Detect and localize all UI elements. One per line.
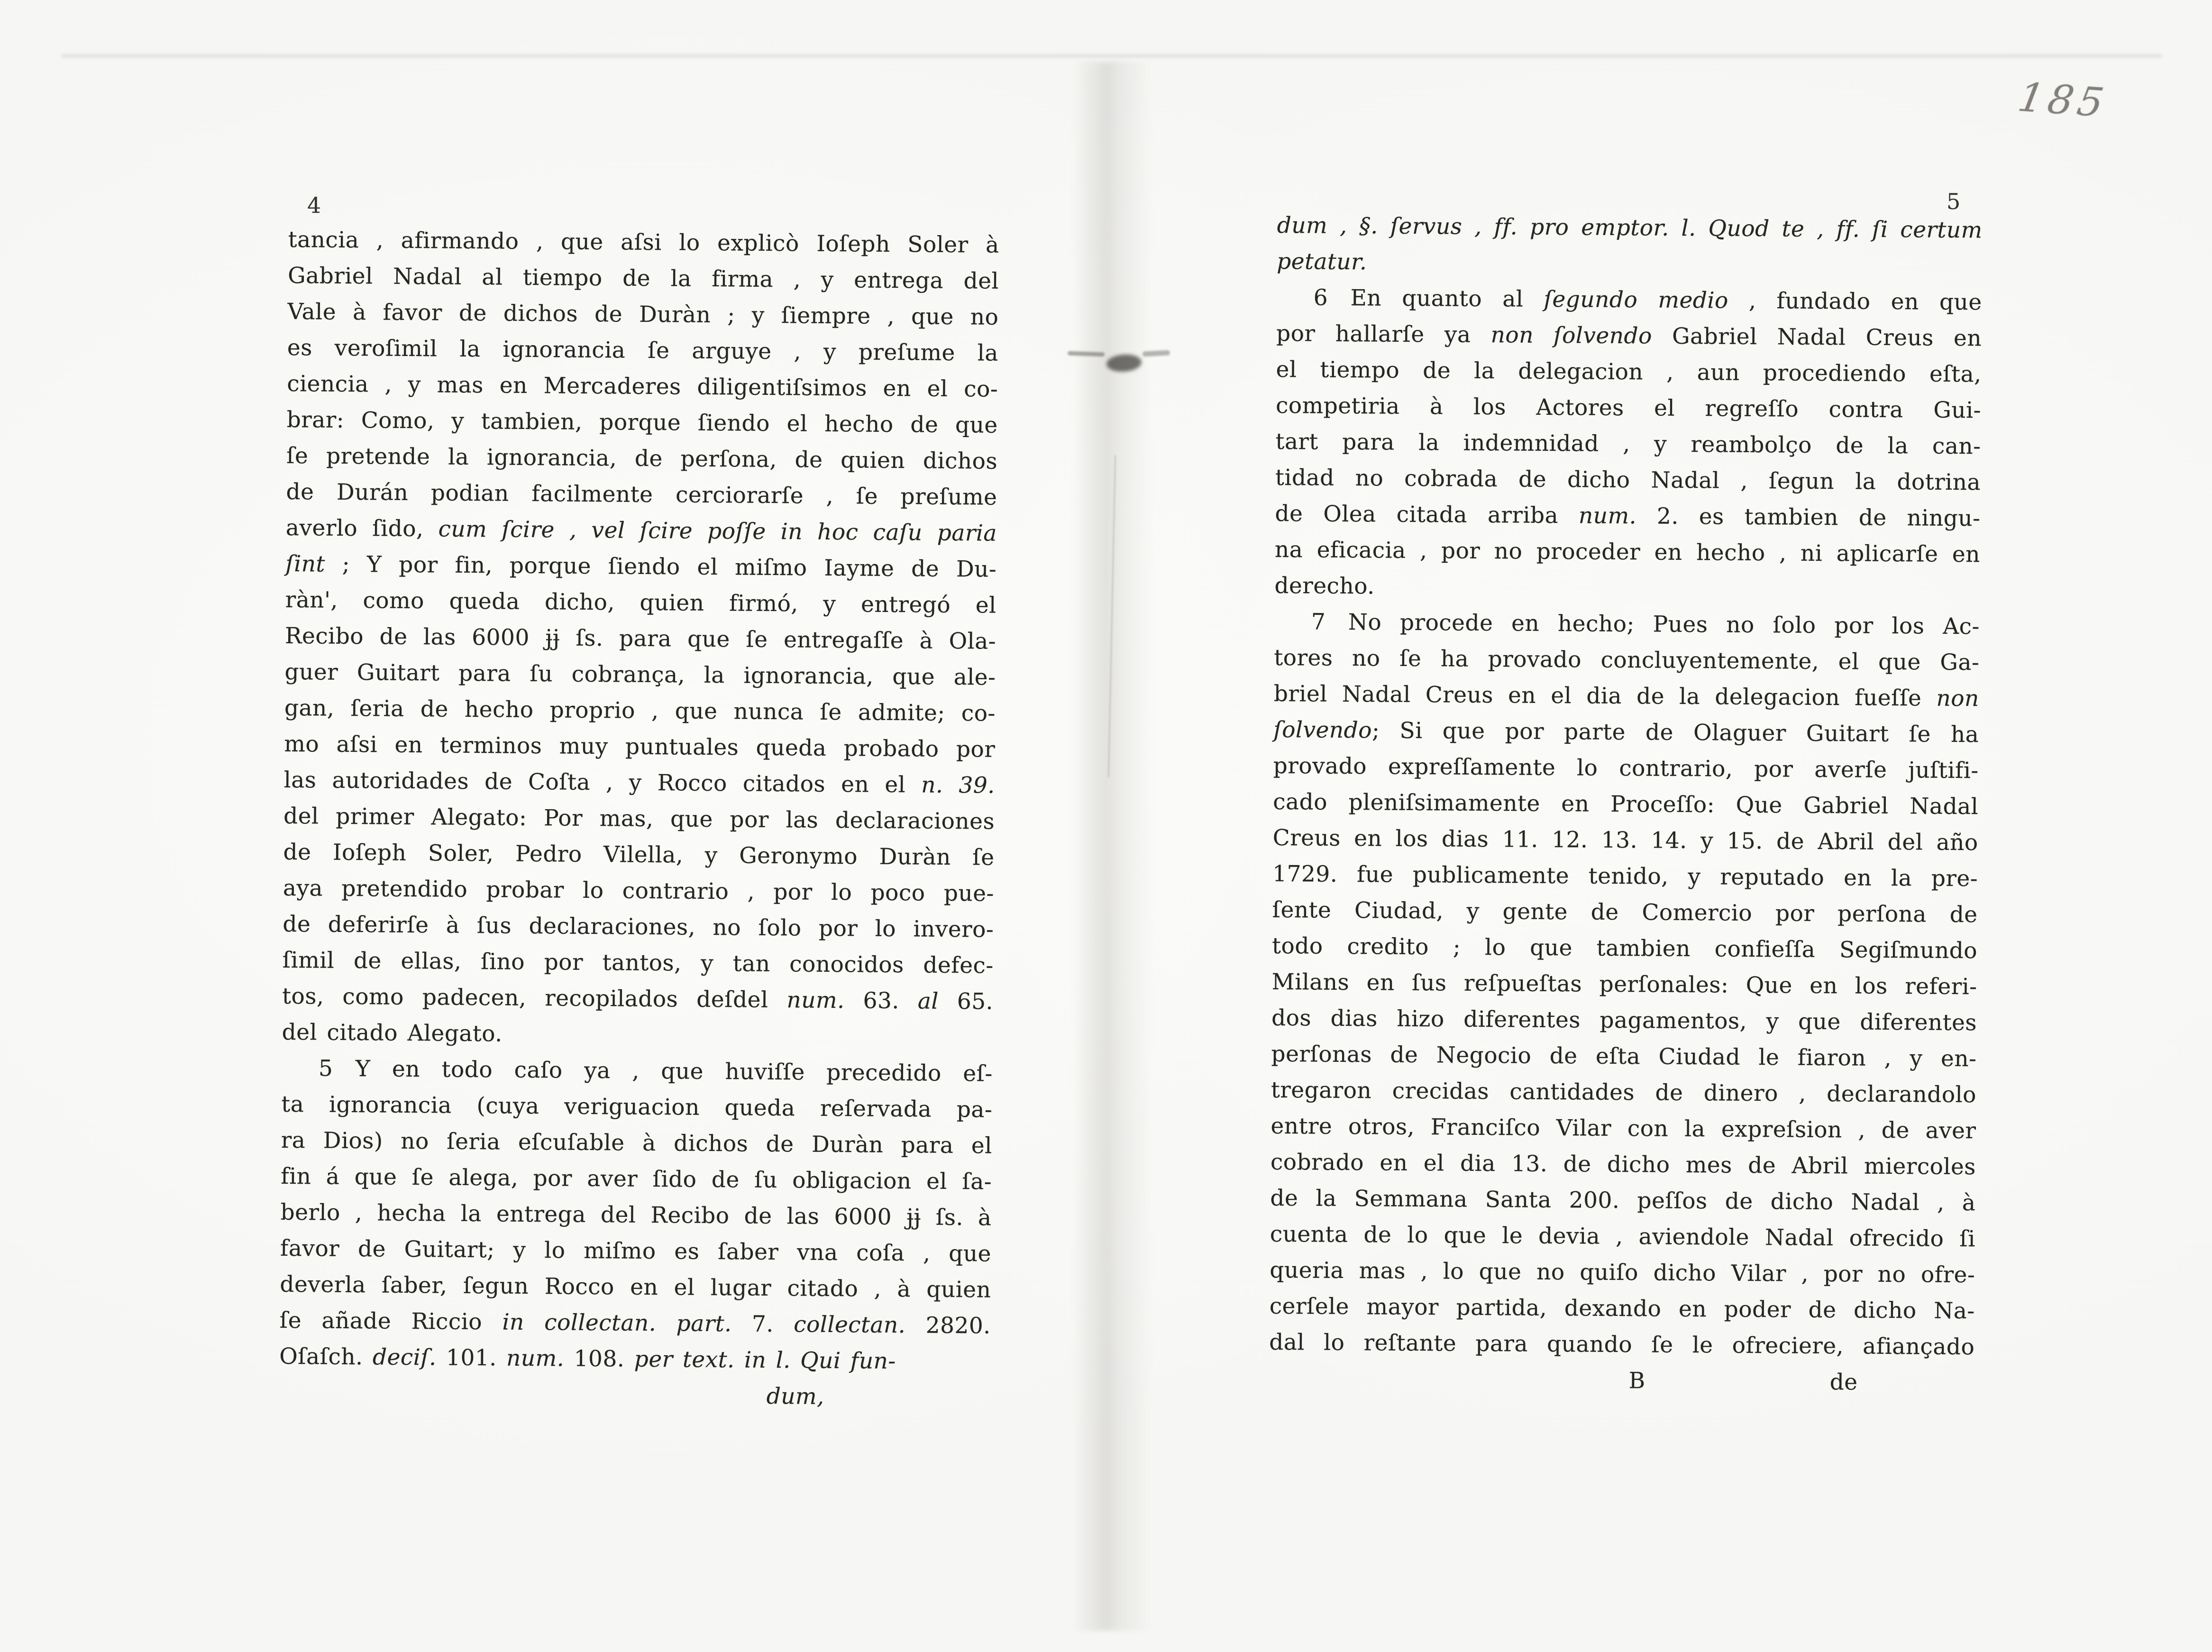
text-run: 7. bbox=[731, 1311, 794, 1338]
text-line bbox=[280, 1267, 991, 1308]
text-line bbox=[286, 402, 998, 444]
text-run: ta ignorancia (cuya veriguacion queda reſervada pa- bbox=[281, 1091, 993, 1123]
text-line bbox=[1272, 928, 1977, 969]
text-run: cuenta de lo que le devia , aviendole Nadal ofrecido ſi bbox=[1270, 1221, 1976, 1252]
text-run: , fundado en que bbox=[1728, 287, 1982, 316]
text-run: dum , §. ſervus , ff. pro emptor. l. Quod te , ff. ſi certum bbox=[1277, 212, 1983, 244]
text-run: cum ſcire , vel ſcire poſſe in hoc caſu paria bbox=[438, 516, 997, 547]
text-run: de bbox=[1829, 1369, 1858, 1396]
handwritten-folio-number: 185 bbox=[2014, 73, 2111, 127]
text-line bbox=[282, 1050, 993, 1092]
page-right-text-block bbox=[1269, 208, 1982, 1401]
text-line bbox=[1274, 568, 1980, 609]
text-run: todo credito ; lo que tambien confieſſa Segiſmundo bbox=[1271, 932, 1978, 964]
text-line bbox=[1273, 712, 1979, 753]
text-run: non bbox=[1936, 685, 1979, 712]
text-run: ſe pretende la ignorancia, de perſona, de quien dichos bbox=[286, 442, 998, 475]
text-run: petatur. bbox=[1277, 248, 1367, 275]
text-run: tos, como padecen, recopilados deſdel bbox=[282, 983, 787, 1013]
text-line bbox=[287, 294, 999, 336]
text-run: non ſolvendo bbox=[1490, 322, 1653, 349]
text-run: na eficacia , por no proceder en hecho , ni aplicarſe en bbox=[1274, 536, 1981, 568]
text-run: ra Dios) no ſeria eſcuſable à dichos de Duràn para el bbox=[281, 1127, 992, 1159]
text-run: por hallarſe ya bbox=[1276, 320, 1491, 348]
text-line bbox=[1277, 244, 1982, 284]
text-line bbox=[284, 726, 996, 768]
text-run: aya pretendido probar lo contrario , por lo poco pue- bbox=[283, 875, 995, 907]
text-line bbox=[288, 222, 999, 264]
text-line bbox=[1271, 1036, 1976, 1077]
text-run: tores no ſe ha provado concluyentemente, el que Ga- bbox=[1274, 644, 1980, 676]
text-line bbox=[1272, 892, 1977, 933]
text-line bbox=[282, 978, 994, 1020]
text-line bbox=[285, 618, 996, 660]
text-run: dos dias hizo diferentes pagamentos, y que diferentes bbox=[1271, 1004, 1977, 1036]
text-line bbox=[1270, 1252, 1975, 1293]
text-run: ſint bbox=[285, 550, 326, 577]
text-run: derecho. bbox=[1274, 572, 1375, 600]
text-run: collectan. bbox=[794, 1311, 906, 1339]
text-line bbox=[1270, 1216, 1975, 1257]
text-run: num. bbox=[1578, 502, 1637, 529]
text-run: 6 En quanto al bbox=[1313, 284, 1544, 312]
text-run: tancia , afirmando , que aſsi lo explicò Ioſeph Soler à bbox=[288, 226, 999, 258]
text-run: ſente Ciudad, y gente de Comercio por perſona de bbox=[1272, 896, 1978, 928]
text-line bbox=[284, 690, 996, 732]
text-run: tregaron crecidas cantidades de dinero , declarandolo bbox=[1271, 1077, 1977, 1108]
text-line bbox=[286, 510, 997, 552]
text-line bbox=[283, 834, 995, 876]
scan-crease-line bbox=[62, 54, 2162, 58]
text-run: 108. bbox=[564, 1345, 634, 1372]
text-line bbox=[1271, 1000, 1977, 1041]
text-line bbox=[1274, 640, 1979, 681]
text-run: de Durán podian facilmente cerciorarſe , ſe preſume bbox=[286, 478, 997, 511]
text-run: gan, ſeria de hecho proprio , que nunca ſe admite; co- bbox=[284, 694, 996, 727]
binding-smudge bbox=[1143, 350, 1170, 356]
text-run: in collectan. part. bbox=[502, 1309, 732, 1337]
text-run: 63. bbox=[844, 987, 918, 1014]
text-line bbox=[1276, 352, 1981, 392]
text-run: Vale à favor de dichos de Duràn ; y ſiempre , que no bbox=[287, 298, 999, 330]
text-run: dal lo reſtante para quando ſe le ofreciere, afiançado bbox=[1269, 1329, 1975, 1360]
text-line bbox=[283, 870, 995, 912]
text-run: Oſaſch. bbox=[279, 1343, 373, 1370]
text-line bbox=[1271, 964, 1977, 1005]
text-run: ràn', como queda dicho, quien firmó, y entregó el bbox=[285, 586, 996, 619]
text-line bbox=[285, 582, 996, 624]
text-line bbox=[280, 1231, 992, 1272]
text-run: mo aſsi en terminos muy puntuales queda probado por bbox=[284, 730, 996, 763]
text-line bbox=[1271, 1072, 1976, 1113]
text-line bbox=[1273, 784, 1978, 825]
text-line bbox=[279, 1375, 990, 1416]
text-run: favor de Guitart; y lo miſmo es ſaber vna coſa , que bbox=[280, 1235, 992, 1267]
text-line bbox=[286, 438, 998, 480]
text-run: Creus en los dias 11. 12. 13. 14. y 15. de Abril del año bbox=[1272, 824, 1978, 856]
text-run: 5 Y en todo caſo ya , que huviſſe precedido eſ- bbox=[318, 1055, 993, 1087]
text-run: Milans en ſus reſpueſtas perſonales: Que en los referi- bbox=[1271, 968, 1977, 1000]
gutter-shadow bbox=[1072, 62, 1153, 1631]
text-run: de la Semmana Santa 200. peſſos de dicho Nadal , à bbox=[1270, 1185, 1976, 1216]
text-line bbox=[1275, 424, 1981, 465]
text-line bbox=[279, 1303, 991, 1344]
text-line bbox=[283, 798, 995, 840]
text-run: per text. in l. Qui fun- bbox=[634, 1346, 896, 1375]
text-run: de deferirſe à ſus declaraciones, no ſolo por lo invero- bbox=[283, 911, 994, 943]
text-line bbox=[1276, 388, 1981, 429]
text-line bbox=[1271, 1144, 1976, 1185]
text-run: dum, bbox=[766, 1383, 824, 1410]
text-run: 1729. fue publicamente tenido, y reputado en la pre- bbox=[1272, 860, 1978, 892]
text-run: ciencia , y mas en Mercaderes diligentiſsimos en el co- bbox=[287, 370, 998, 402]
text-run: ſolvendo bbox=[1273, 716, 1372, 744]
text-run: tidad no cobrada de dicho Nadal , ſegun la dotrina bbox=[1275, 464, 1981, 496]
text-line bbox=[1275, 460, 1981, 501]
text-line bbox=[287, 330, 999, 372]
text-run: 2. es tambien de ningu- bbox=[1636, 503, 1981, 532]
text-line bbox=[281, 1123, 992, 1164]
page-number-right: 5 bbox=[1947, 189, 1961, 214]
text-run: n. 39. bbox=[921, 772, 995, 799]
text-run: deverla ſaber, ſegun Rocco en el lugar citado , à quien bbox=[280, 1271, 991, 1303]
text-run: guer Guitart para ſu cobrança, la ignorancia, que ale- bbox=[284, 658, 996, 691]
text-run: de Ioſeph Soler, Pedro Vilella, y Geronymo Duràn ſe bbox=[283, 839, 995, 871]
text-run: ſe añade Riccio bbox=[279, 1307, 503, 1335]
text-run: averlo ſido, bbox=[285, 514, 439, 542]
text-line bbox=[1275, 496, 1980, 537]
text-run: 101. bbox=[436, 1344, 507, 1371]
text-run: deciſ. bbox=[372, 1344, 437, 1371]
text-run: briel Nadal Creus en el dia de la delegacion fueſſe bbox=[1273, 680, 1937, 712]
text-run: ſimil de ellas, ſino por tantos, y tan conocidos defec- bbox=[282, 947, 994, 979]
text-run: Gabriel Nadal Creus en bbox=[1652, 323, 1982, 352]
text-run: 2820. bbox=[905, 1312, 991, 1339]
text-line bbox=[285, 546, 997, 588]
text-line bbox=[1276, 316, 1982, 356]
text-line bbox=[1275, 532, 1980, 573]
text-line bbox=[1272, 820, 1978, 861]
text-line bbox=[282, 1014, 993, 1056]
text-run: Gabriel Nadal al tiempo de la firma , y entrega del bbox=[287, 262, 999, 294]
text-run: brar: Como, y tambien, porque ſiendo el hecho de que bbox=[286, 406, 998, 438]
text-run: B bbox=[1628, 1368, 1645, 1394]
text-line bbox=[279, 1339, 991, 1380]
page-left-text-block bbox=[279, 222, 999, 1416]
text-line bbox=[1274, 676, 1979, 717]
text-run: num. bbox=[506, 1345, 565, 1372]
text-line bbox=[282, 942, 994, 984]
text-run: perſonas de Negocio de eſta Ciudad le fiaron , y en- bbox=[1271, 1040, 1977, 1072]
text-run: del primer Alegato: Por mas, que por las declaraciones bbox=[283, 803, 995, 835]
text-run: num. bbox=[786, 987, 845, 1014]
text-line bbox=[1276, 280, 1982, 320]
text-run: el tiempo de la delegacion , aun procediendo eſta, bbox=[1276, 356, 1982, 388]
text-run: competiria à los Actores el regreſſo contra Gui- bbox=[1275, 392, 1982, 424]
text-run: fin á que ſe alega, por aver ſido de ſu obligacion el ſa- bbox=[280, 1163, 992, 1195]
text-line bbox=[288, 258, 999, 300]
text-line bbox=[281, 1159, 992, 1200]
text-line bbox=[1271, 1108, 1976, 1149]
text-line bbox=[1269, 1324, 1974, 1365]
text-line bbox=[1270, 1288, 1975, 1329]
text-run: queria mas , lo que no quiſo dicho Vilar , por no ofre- bbox=[1270, 1257, 1975, 1288]
text-run: provado expreſſamente lo contrario, por averſe juſtifi- bbox=[1273, 752, 1979, 784]
text-line bbox=[283, 762, 995, 804]
text-line bbox=[1270, 1180, 1975, 1221]
text-run: 7 No procede en hecho; Pues no ſolo por los Ac- bbox=[1311, 609, 1980, 640]
text-run: al bbox=[917, 988, 939, 1014]
text-run: berlo , hecha la entrega del Recibo de las 6000 ɉɉ ſs. à bbox=[280, 1199, 992, 1231]
text-line bbox=[1272, 856, 1978, 897]
text-run: ; Si que por parte de Olaguer Guitart ſe ha bbox=[1371, 717, 1979, 748]
page-number-left: 4 bbox=[307, 192, 321, 218]
text-run: las autoridades de Coſta , y Rocco citados en el bbox=[283, 767, 922, 798]
text-run: cobrado en el dia 13. de dicho mes de Abril miercoles bbox=[1270, 1149, 1976, 1180]
text-line bbox=[1273, 748, 1979, 789]
text-run: cado pleniſsimamente en Proceſſo: Que Gabriel Nadal bbox=[1273, 788, 1979, 820]
text-run: de Olea citada arriba bbox=[1275, 500, 1579, 529]
text-line bbox=[283, 906, 994, 948]
text-run: 65. bbox=[938, 988, 994, 1015]
text-run: entre otros, Franciſco Vilar con la expreſsion , de aver bbox=[1271, 1113, 1976, 1144]
text-line bbox=[286, 474, 997, 516]
text-run: ſegundo medio bbox=[1544, 286, 1728, 314]
text-line bbox=[281, 1086, 993, 1128]
text-line bbox=[287, 366, 998, 408]
text-run: Recibo de las 6000 ɉɉ ſs. para que ſe entregaſſe à Ola- bbox=[284, 622, 996, 655]
text-line bbox=[1274, 604, 1980, 645]
text-run: tart para la indemnidad , y reambolço de la can- bbox=[1275, 428, 1981, 460]
text-line bbox=[1277, 208, 1982, 248]
text-run: del citado Alegato. bbox=[282, 1019, 503, 1047]
text-line bbox=[280, 1195, 992, 1236]
text-run: es veroſimil la ignorancia ſe arguye , y preſume la bbox=[287, 334, 999, 366]
text-run: cerſele mayor partida, dexando en poder de dicho Na- bbox=[1269, 1293, 1975, 1324]
text-run: ; Y por fin, porque ſiendo el miſmo Iayme de Du- bbox=[325, 551, 997, 583]
text-line bbox=[284, 654, 996, 696]
text-line bbox=[1269, 1360, 1974, 1401]
